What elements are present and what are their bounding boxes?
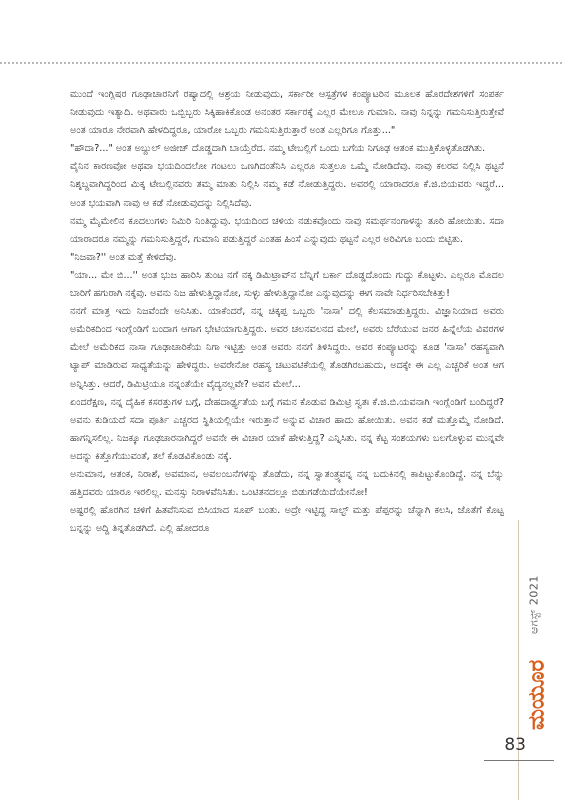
- page-number-underline: [484, 760, 554, 761]
- paragraph: ನನಗೆ ಮಾತ್ರ ಇದು ನಿಜವೆಂದೇ ಅನಿಸಿತು. ಯಾಕೆಂದರೆ, ನನ್ನ ಚಿಕ್ಕಪ್ಪ ಒಬ್ಬರು 'ನಾಸಾ' ದಲ್ಲಿ ಕೆಲಸಮಾಡುತ್ತಿದ್ದರು. ವಿಜ್ಞಾನಿಯಾದ ಅವರು ಅಮೆರಿಕದಿಂದ ಇಂಗ್ಲೆಂಡಿಗೆ ಬಂದಾಗ ಆಗಾಗ ಭೇಟಿಯಾಗುತ್ತಿದ್ದರು. ಅವರ ಚಲನವಲನದ ಮೇಲೆ, ಅವರು ಬೆರೆಯುವ ಜನರ ಹಿನ್ನೆಲೆಯ ವಿವರಗಳ ಮೇಲೆ ಅಮೆರಿಕದ ನಾಸಾ ಗೂಢಾಚಾರಿಕೆಯ ನಿಗಾ ಇಟ್ಟಿತ್ತು ಅಂತ ಅವರು ನನಗೆ ತಿಳಿಸಿದ್ದರು. ಅವರ ಕಂಪ್ಯೂಟರನ್ನು ಕೂಡ 'ನಾಸಾ' ರಹಸ್ಯವಾಗಿ ಟ್ಯಾಪ್ ಮಾಡಿರುವ ಸಾಧ್ಯತೆಯನ್ನು ಹೇಳಿದ್ದರು. ಅವರೇನೋ ರಹಸ್ಯ ಚಟುವಟಿಕೆಯಲ್ಲಿ ತೊಡಗಿರಬಹುದು, ಅದಕ್ಕೇ ಈ ಎಲ್ಲ ಎಚ್ಚರಿಕೆ ಅಂತ ಆಗ ಅನ್ನಿಸಿತ್ತು. ಆದರೆ, ಡಿಮಿಟ್ರಿಯೂ ನನ್ನಂತೆಯೇ ವೈದ್ಯನಲ್ಲವೇ? ಅವನ ಮೇಲೆ...: [70, 306, 504, 390]
- paragraph: ವೈನಿನ ಕಾರಣವೋ ಅಥವಾ ಭಯದಿಂದಲೋ ಗಂಟಲು ಒಣಗಿದಂತೆನಿಸಿ ಎಲ್ಲರೂ ಸುತ್ತಲೂ ಒಮ್ಮೆ ನೋಡಿದೆವು. ನಾವು ಕಲರವ ನಿಲ್ಲಿಸಿ ಥಟ್ಟನೆ ನಿಶ್ಶಬ್ದವಾಗಿದ್ದರಿಂದ ಮಿಕ್ಕ ಟೇಬಲ್ಲಿನವರು ತಮ್ಮ ಮಾತು ನಿಲ್ಲಿಸಿ ನಮ್ಮ ಕಡೆ ನೋಡುತ್ತಿದ್ದರು. ಅವರಲ್ಲಿ ಯಾರಾದರೂ ಕೆ.ಜಿ.ಬಿಯವರು ಇದ್ದರೆ... ಅಂತ ಭಯವಾಗಿ ನಾವು ಆ ಕಡೆ ನೋಡುವುದನ್ನು ನಿಲ್ಲಿಸಿದೆವು.: [70, 161, 504, 209]
- paragraph: "ನಿಜವಾ?'' ಅಂತ ಮತ್ತೆ ಕೇಳಿದೆವು.: [70, 251, 177, 263]
- issue-date-label: ಆಗಸ್ಟ್ 2021: [527, 575, 541, 635]
- magazine-logo: ಮಯೂರ: [524, 659, 550, 731]
- margin-divider: [518, 520, 519, 800]
- article-body: [70, 86, 504, 538]
- paragraph: ಏಂದರೆಕ್ಷಣ, ನನ್ನ ದೈಹಿಕ ಕಸರತ್ತುಗಳ ಬಗ್ಗೆ, ದೇಹದಾರ್ಢ್ಯತೆಯ ಬಗ್ಗೆ ಗಮನ ಕೊಡುವ ಡಿಮಿಟ್ರಿ ಸ್ವತಃ ಕೆ.ಜಿ.ಬಿ.ಯವನಾಗಿ ಇಂಗ್ಲೆಂಡಿಗೆ ಬಂದಿದ್ದರೆ? ಅವನು ಕುಡಿಯದೆ ಸದಾ ಪೂರ್ತಿ ಎಚ್ಚರದ ಸ್ಥಿತಿಯಲ್ಲಿಯೇ ಇರುತ್ತಾನೆ ಅನ್ನುವ ವಿಚಾರ ಹಾದು ಹೋಯಿತು. ಅವನ ಕಡೆ ಮತ್ತೊಮ್ಮೆ ನೋಡಿದೆ. ಹಾಗನ್ನಿಸಲಿಲ್ಲ. ನಿಜಕ್ಕೂ ಗೂಢಚಾರನಾಗಿದ್ದರೆ ಅವನೇ ಈ ವಿಚಾರ ಯಾಕೆ ಹೇಳುತ್ತಿದ್ದ? ಎನ್ನಿಸಿತು. ನನ್ನ ಕೆಟ್ಟ ಸಂಶಯಗಳು ಬಲಗೊಳ್ಳುವ ಮುನ್ನವೇ ಅದನ್ನು ಕಿತ್ತೊಗೆಯುವಂತೆ, ತಲೆ ಕೊಡವಿಕೊಂಡು ನಕ್ಕೆ.: [70, 396, 504, 462]
- paragraph: ಅನುಮಾನ, ಆತಂಕ, ನಿರಾಶೆ, ಅವಮಾನ, ಅವಲಂಬನೆಗಳನ್ನು ತೊಡೆದು, ನನ್ನ ಸ್ವಾತಂತ್ರ್ಯವನ್ನ ನನ್ನ ಬದುಕಿನಲ್ಲಿ ಕಾಪಿಟ್ಟುಕೊಂಡಿದ್ದೆ. ನನ್ನ ಬೆನ್ನು ಹತ್ತಿದವರು ಯಾರೂ ಇರಲಿಲ್ಲ. ಮನಸ್ಸು ನಿರಾಳವೆನಿಸಿತು. ಒಂಟಿತನದಲ್ಲೂ ಬಿಡುಗಡೆಯಿದೆಯೇನೋ!: [70, 468, 504, 499]
- paragraph: ಅಷ್ಟರಲ್ಲಿ ಹೊರಗಿನ ಚಳಿಗೆ ಹಿತವೆನಿಸುವ ಬಿಸಿಯಾದ ಸೂಪ್ ಬಂತು. ಅದ್ರೇ ಇಟ್ಟಿದ್ದ ಸಾಲ್ಟ್ ಮತ್ತು ಪೆಪ್ಪರನ್ನು ಚೆನ್ನಾಗಿ ಕಲಸಿ, ಜೊತೆಗೆ ಕೊಟ್ಟ ಬನ್ನನ್ನು ಅದ್ದಿ ತಿನ್ನತೊಡಗಿದೆ. ಎಲ್ಲಿ ಹೋದರೂ: [70, 505, 504, 535]
- paragraph: "ಯಾ... ಮೇ ಬಿ...'' ಅಂತ ಭುಜ ಹಾರಿಸಿ ತುಂಟ ನಗೆ ನಕ್ಕ ಡಿಮಿಟ್ರಾವ್‌ನ ಬೆನ್ನಿಗೆ ಬರ್ಕಾ ದೊಡ್ಡದೊಂದು ಗುದ್ದು ಕೊಟ್ಟಳು. ಎಲ್ಲರೂ ಮೊದಲ ಬಾರಿಗೆ ಹಗುರಾಗಿ ನಕ್ಕೆವು. ಅವನು ನಿಜ ಹೇಳುತ್ತಿದ್ದಾನೋ, ಸುಳ್ಳು ಹೇಳುತ್ತಿದ್ದಾನೋ ಎನ್ನುವುದನ್ನು ಈಗ ನಾವೇ ನಿರ್ಧರಿಸಬೇಕಿತ್ತು!: [70, 269, 504, 300]
- header-dotted-rule: [0, 62, 562, 64]
- paragraph: "ಹೌದಾ?..." ಅಂತ ಅಬ್ದುಲ್ ಅಜೀಜ್ ದೊಡ್ಡದಾಗಿ ಬಾಯ್ತೆರೆದ. ನಮ್ಮ ಟೇಬಲ್ಲಿಗೆ ಒಂದು ಬಗೆಯ ನಿಗೂಢ ಆತಂಕ ಮುತ್ತಿಕೊಳ್ಳತೊಡಗಿತು.: [70, 143, 486, 155]
- paragraph: ಮುಂದೆ ಇಂಗ್ಲಿಷರ ಗೂಢಾಚಾರನಿಗೆ ರಷ್ಯಾದಲ್ಲಿ ಆಶ್ರಯ ನೀಡುವುದು, ಸರ್ಕಾರೀ ಆಸ್ಪತ್ರೆಗಳ ಕಂಪ್ಯೂಟರಿನ ಮೂಲಕ ಹೊರದೇಶಗಳಿಗೆ ಸಂಪರ್ಕ ನೀಡುವುದು ಇತ್ಯಾದಿ. ಅಥವಾರು ಒಬ್ಬಿಬ್ಬರು ಸಿಕ್ಕಿಹಾಕಿಕೊಂಡ ಅನಂತರ ಸರ್ಕಾರಕ್ಕೆ ಎಲ್ಲರ ಮೇಲೂ ಗುಮಾನಿ. ನಾವು ನಿನ್ನನ್ನು ಗಮನಿಸುತ್ತಿರುತ್ತೇವೆ ಅಂತ ಯಾರೂ ನೇರವಾಗಿ ಹೇಳದಿದ್ದರೂ, ಯಾರೋ ಒಬ್ಬರು ಗಮನಿಸುತ್ತಿರುತ್ತಾರೆ ಅಂತ ಎಲ್ಲರಿಗೂ ಗೊತ್ತು...": [70, 89, 504, 137]
- page-number: 83: [504, 735, 526, 755]
- paragraph: ನಮ್ಮ ಮೈಮೇಲಿನ ಕೂದಲುಗಳು ನಿಮಿರಿ ನಿಂತಿದ್ದುವು. ಭಯದಿಂದ ಚಳಿಯ ನಡುಕವೊಂದು ನಾವು ಸಮರ್ಥನಂಗಾಳನ್ನು ತೂರಿ ಹೋಯಿತು. ಸದಾ ಯಾರಾದರೂ ನಮ್ಮನ್ನು ಗಮನಿಸುತ್ತಿದ್ದರೆ, ಗುಮಾನಿ ಪಡುತ್ತಿದ್ದರೆ ಎಂತಹ ಹಿಂಸೆ ಎನ್ನುವುದು ಥಟ್ಟನೆ ಎಲ್ಲರ ಅರಿವಿಗೂ ಬಂದು ಬಿಟ್ಟಿತು.: [70, 215, 504, 245]
